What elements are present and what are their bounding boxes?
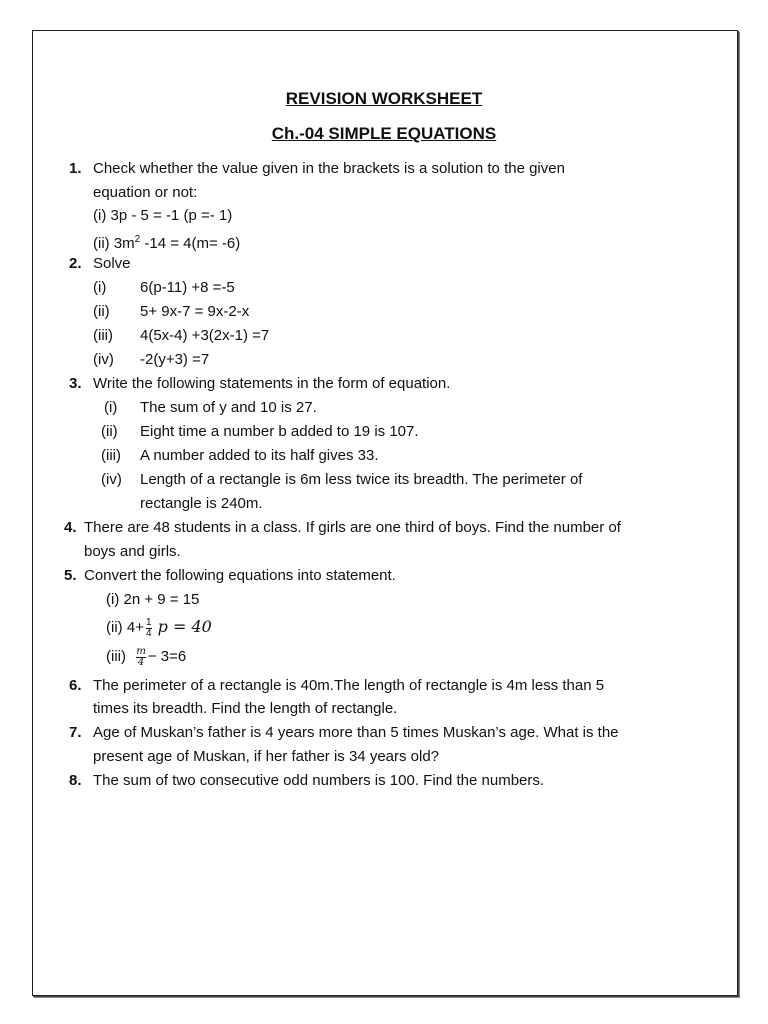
question-number: 2. — [69, 255, 82, 272]
question-text: There are 48 students in a class. If girls are one third of boys. Find the number of — [84, 519, 621, 536]
sub-question-label: (iii) — [93, 327, 113, 344]
sub-question-label: (i) — [93, 279, 107, 296]
fraction: $\frac{1}{4}$ — [145, 616, 152, 639]
sub-question: (i) 3p - 5 = -1 (p =- 1) — [93, 207, 233, 224]
question-text: equation or not: — [93, 184, 198, 201]
sub-question: (ii) $3m^2$ -14 = 4(m= -6) — [93, 234, 241, 252]
question-text: The perimeter of a rectangle is 40m.The length of rectangle is 4m less than 5 — [93, 677, 605, 694]
sub-question-label: (iv) — [93, 351, 114, 368]
question-text: Write the following statements in the form of equation. — [93, 375, 451, 392]
worksheet-title: REVISION WORKSHEET — [285, 89, 483, 108]
sub-question: Eight time a number b added to 19 is 107. — [140, 423, 419, 440]
sub-question: (iii) $\frac{m}{4}$ − 3=6 — [106, 645, 187, 668]
question-number: 8. — [69, 772, 82, 789]
sub-question-label: (ii) — [93, 303, 110, 320]
sub-question-label: (i) — [104, 399, 118, 416]
question-number: 5. — [64, 567, 77, 584]
question-number: 3. — [69, 375, 82, 392]
question-text: times its breadth. Find the length of rectangle. — [93, 700, 398, 717]
sub-question: A number added to its half gives 33. — [140, 447, 379, 464]
question-text: The sum of two consecutive odd numbers is 100. Find the numbers. — [93, 772, 545, 789]
question-text: Age of Muskan’s father is 4 years more than 5 times Muskan’s age. What is the — [93, 724, 619, 741]
sub-question: 6(p-11) +8 =-5 — [140, 279, 235, 296]
question-number: 7. — [69, 724, 82, 741]
sub-question-label: (iii) — [101, 447, 121, 464]
sub-question: rectangle is 240m. — [140, 495, 263, 512]
sub-question: (i) 2n + 9 = 15 — [106, 591, 200, 608]
question-text: Check whether the value given in the brackets is a solution to the given — [93, 160, 565, 177]
sub-question-label: (iv) — [101, 471, 122, 488]
question-text: present age of Muskan, if her father is 34 years old? — [93, 748, 440, 765]
sub-question: Length of a rectangle is 6m less twice its breadth. The perimeter of — [140, 471, 583, 488]
sub-question: The sum of y and 10 is 27. — [140, 399, 317, 416]
question-text: Convert the following equations into statement. — [84, 567, 396, 584]
question-number: 4. — [64, 519, 77, 536]
sub-question: 4(5x-4) +3(2x-1) =7 — [140, 327, 270, 344]
sub-question: -2(y+3) =7 — [140, 351, 210, 368]
sub-question-label: (ii) — [101, 423, 118, 440]
question-text: Solve — [93, 255, 131, 272]
sub-question: 5+ 9x-7 = 9x-2-x — [140, 303, 250, 320]
fraction: $\frac{m}{4}$ — [136, 645, 146, 668]
sub-question: (ii) 4+ $\frac{1}{4}$ p = 40 — [106, 616, 212, 639]
chapter-title: Ch.-04 SIMPLE EQUATIONS — [271, 124, 497, 143]
question-text: boys and girls. — [84, 543, 181, 560]
question-number: 6. — [69, 677, 82, 694]
question-number: 1. — [69, 160, 82, 177]
